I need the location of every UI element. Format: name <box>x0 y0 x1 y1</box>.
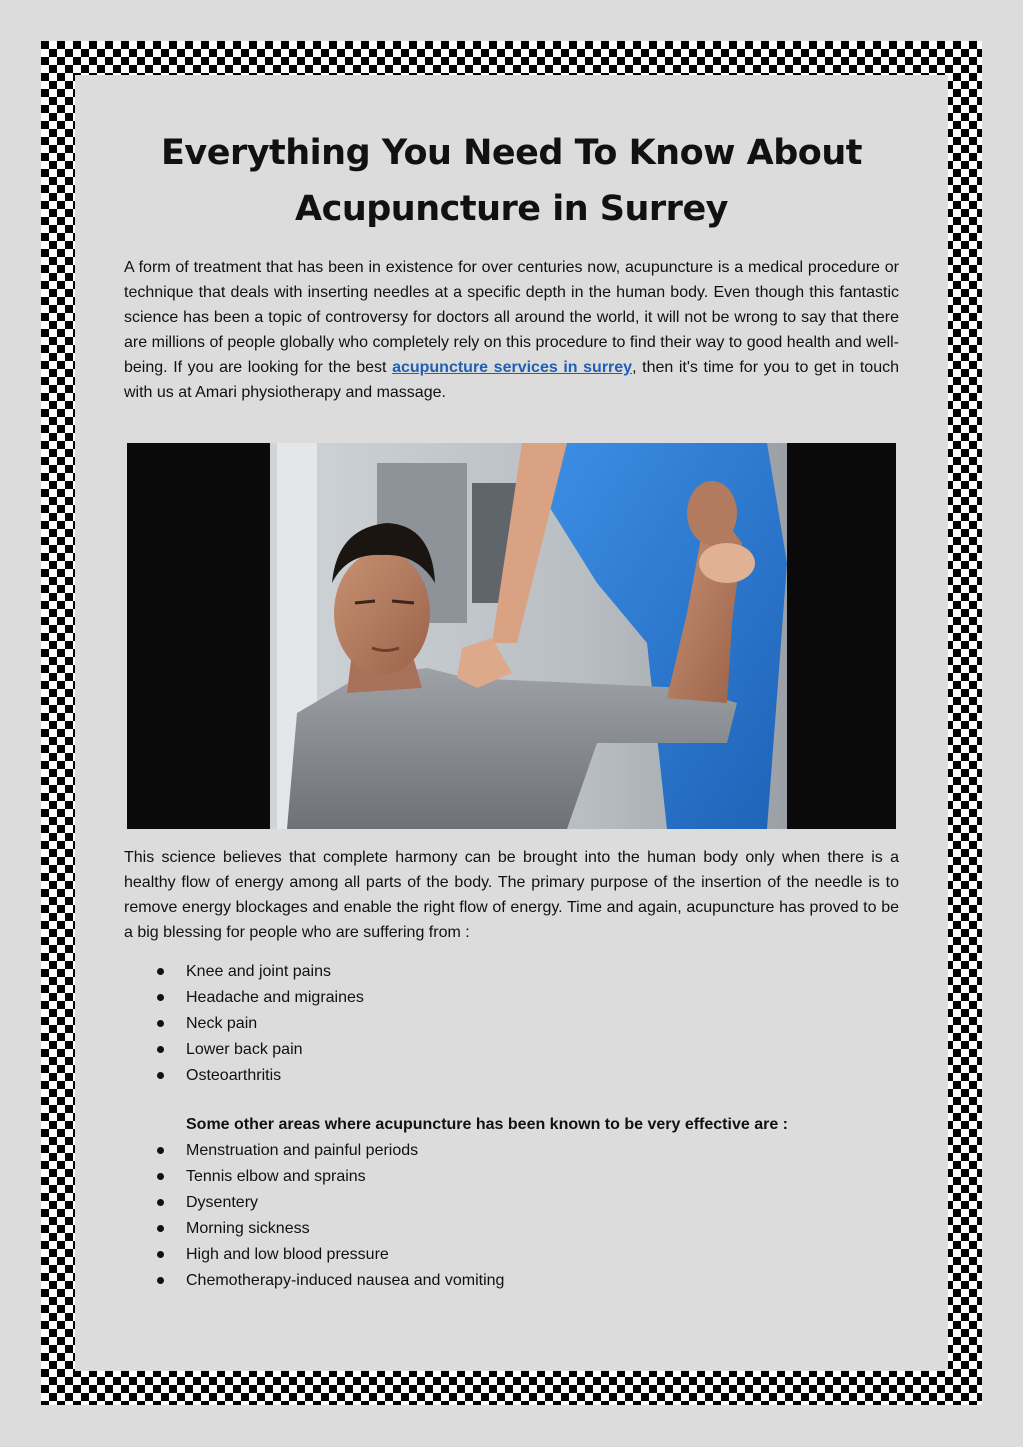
document-page <box>75 75 948 1371</box>
list-item-text: Chemotherapy-induced nausea and vomiting <box>186 1272 505 1289</box>
list-item-text: Osteoarthritis <box>186 1067 282 1084</box>
bullet-icon <box>157 1046 164 1053</box>
intro-text: A form of treatment that has been in existence for over centuries now, acupuncture is a medical procedure or technique that deals with inserting needles at a specific depth in the human body. Even though this fantastic science has been a topic of controversy for doctors all around the world, it will not be wrong to say that there are millions of people globally who completely rely on this procedure to find their way to good health and well-being. If you are looking for the best <box>124 259 899 376</box>
list-item-text: Knee and joint pains <box>186 963 331 980</box>
bullet-icon <box>157 1173 164 1180</box>
list-item-text: Dysentery <box>186 1194 259 1211</box>
list-item <box>155 1242 504 1268</box>
intro-text-after: , then it's time for you to get in touch with us at Amari physiotherapy and massage. <box>124 359 900 401</box>
other-areas-heading: Some other areas where acupuncture has been known to be very effective are : <box>186 1116 788 1133</box>
physiotherapy-photo <box>127 443 896 829</box>
list-item-text: Tennis elbow and sprains <box>186 1168 366 1185</box>
list-item <box>155 959 364 985</box>
list-item-text: Neck pain <box>186 1015 258 1032</box>
list-item-text: Morning sickness <box>186 1220 310 1237</box>
list-item <box>155 1063 364 1089</box>
list-item <box>155 1138 504 1164</box>
list-item <box>155 1164 504 1190</box>
conditions-list <box>155 959 364 1089</box>
bullet-icon <box>157 1251 164 1258</box>
bullet-icon <box>157 994 164 1001</box>
bullet-icon <box>157 1020 164 1027</box>
title-line-1: Everything You Need To Know About <box>160 133 863 173</box>
bullet-icon <box>157 1147 164 1154</box>
intro-paragraph <box>124 255 899 405</box>
list-item <box>155 1011 364 1037</box>
list-item <box>155 1190 504 1216</box>
bullet-icon <box>157 1277 164 1284</box>
acupuncture-services-link[interactable]: acupuncture services in surrey <box>392 359 633 376</box>
list-item <box>155 1037 364 1063</box>
list-item <box>155 985 364 1011</box>
list-item-text: Lower back pain <box>186 1041 303 1058</box>
list-item <box>155 1216 504 1242</box>
other-areas-list <box>155 1138 504 1294</box>
page-title <box>75 125 948 237</box>
body-paragraph: This science believes that complete harmony can be brought into the human body only when there is a healthy flow of energy among all parts of the body. The primary purpose of the insertion of the needle is to remove energy blockages and enable the right flow of energy. Time and again, acupuncture has proved to be a big blessing for people who are suffering from : <box>124 849 899 941</box>
list-item-text: Menstruation and painful periods <box>186 1142 419 1159</box>
list-item-text: High and low blood pressure <box>186 1246 389 1263</box>
bullet-icon <box>157 968 164 975</box>
list-item <box>155 1268 504 1294</box>
bullet-icon <box>157 1072 164 1079</box>
title-line-2: Acupuncture in Surrey <box>294 189 728 229</box>
bullet-icon <box>157 1199 164 1206</box>
bullet-icon <box>157 1225 164 1232</box>
list-item-text: Headache and migraines <box>186 989 364 1006</box>
